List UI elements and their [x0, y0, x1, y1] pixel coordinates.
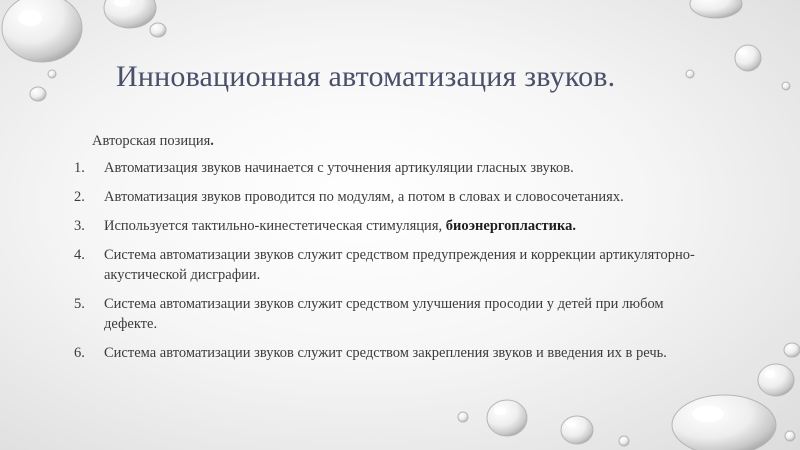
water-drop-icon: [785, 431, 795, 441]
water-drop-icon: [561, 416, 593, 444]
water-drop-icon: [782, 82, 790, 90]
intro-line: [92, 133, 214, 150]
water-drop-icon: [784, 343, 800, 357]
water-drop-icon: [672, 395, 776, 450]
list-item-text: Система автоматизации звуков служит средством улучшения просодии у детей при любом дефекте.: [104, 296, 664, 332]
list-item-number: 6.: [74, 345, 85, 361]
list-item-text: Используется тактильно-кинестетическая стимуляция,: [104, 218, 446, 234]
list-item-text: Автоматизация звуков начинается с уточнения артикуляции гласных звуков.: [104, 160, 574, 176]
list-item-number: 4.: [74, 247, 85, 263]
list-item: [74, 245, 714, 285]
list-item-text: Автоматизация звуков проводится по модулям, а потом в словах и словосочетаниях.: [104, 189, 624, 205]
list-item-number: 5.: [74, 296, 85, 312]
intro-text: Авторская позиция: [92, 133, 211, 149]
list-item: [74, 343, 714, 363]
water-drop-icon: [690, 0, 742, 18]
list-item: [74, 294, 714, 334]
list-item-number: 3.: [74, 218, 85, 234]
list-item: [74, 158, 714, 178]
numbered-list: [74, 158, 714, 372]
water-drop-icon: [2, 0, 82, 62]
list-item: [74, 216, 714, 236]
water-drop-icon: [48, 70, 56, 78]
water-drop-icon: [758, 364, 794, 396]
water-drop-icon: [150, 23, 166, 37]
slide-title: Инновационная автоматизация звуков.: [116, 60, 616, 93]
water-drop-icon: [458, 412, 468, 422]
list-item: [74, 187, 714, 207]
water-drop-icon: [30, 87, 46, 101]
list-item-number: 1.: [74, 160, 85, 176]
list-item-text: Система автоматизации звуков служит средством предупреждения и коррекции артикуляторно-акустической дисграфии.: [104, 247, 695, 283]
list-item-text: Система автоматизации звуков служит средством закрепления звуков и введения их в речь.: [104, 345, 667, 361]
list-item-number: 2.: [74, 189, 85, 205]
list-item-bold-term: биоэнергопластика.: [445, 218, 577, 234]
water-drop-icon: [104, 0, 156, 28]
water-drop-icon: [619, 436, 629, 446]
water-drop-icon: [487, 400, 527, 436]
intro-dot: .: [210, 133, 214, 149]
